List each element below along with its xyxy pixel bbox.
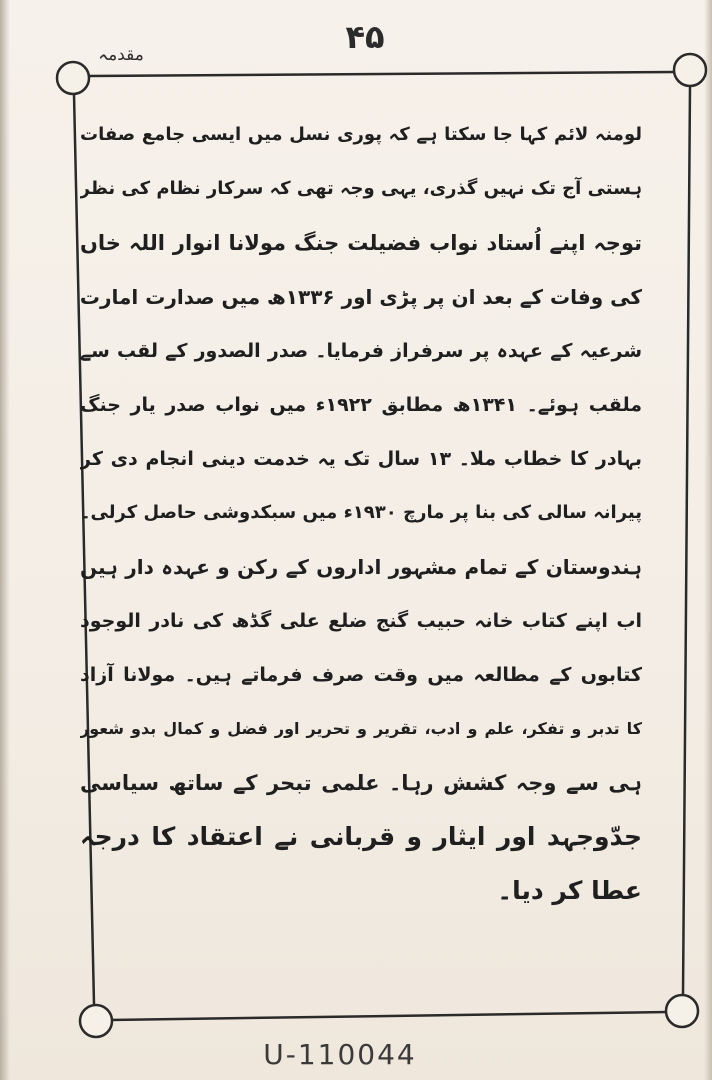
text-line: کی وفات کے بعد ان پر پڑی اور ۱۳۳۶ھ میں صدارت امارت [80,285,642,309]
text-line: پیرانہ سالی کی بنا پر مارچ ۱۹۳۰ء میں سبکدوشی حاصل کرلی۔ [80,502,642,523]
text-line: جدّوجہد اور ایثار و قربانی نے اعتقاد کا درجہ [80,822,642,851]
running-head: مقدمہ [98,45,144,65]
text-line: ہندوستان کے تمام مشہور اداروں کے رکن و عہدہ دار ہیں [80,555,642,579]
frame-corner-top-right [674,54,706,86]
text-line: لومنہ لائم کہا جا سکتا ہے کہ پوری نسل میں ایسی جامع صفات [80,124,642,145]
text-line: کا تدبر و تفکر، علم و ادب، تقریر و تحریر اور فضل و کمال بدو شعور [80,719,642,738]
text-line: توجہ اپنے اُستاد نواب فضیلت جنگ مولانا انوار اللہ خاں [80,231,642,255]
text-line: اب اپنے کتاب خانہ حبیب گنج ضلع علی گڈھ کی نادر الوجود [80,610,642,632]
frame-corner-bottom-right [666,995,698,1027]
text-line: ہستی آج تک نہیں گذری، یہی وجہ تھی کہ سرکار نظام کی نظر [80,178,642,199]
frame-top-line [88,72,676,76]
frame-corner-bottom-left [80,1005,112,1037]
text-line: ہی سے وجہ کشش رہا۔ علمی تبحر کے ساتھ سیاسی [80,771,642,795]
text-line: کتابوں کے مطالعہ میں وقت صرف فرماتے ہیں۔ مولانا آزاد [80,664,642,686]
text-line: عطا کر دیا۔ [497,876,642,905]
catalog-stamp: U-110044 [263,1038,417,1071]
text-line: شرعیہ کے عہدہ پر سرفراز فرمایا۔ صدر الصدور کے لقب سے [80,340,642,362]
text-line: ملقب ہوئے۔ ۱۳۴۱ھ مطابق ۱۹۲۲ء میں نواب صدر یار جنگ [80,394,642,416]
frame-right-line [683,86,690,996]
frame-bottom-line [108,1012,668,1020]
frame-corner-top-left [57,62,89,94]
body-text [80,108,642,988]
page-number: ۴۵ [345,18,385,56]
text-line: بہادر کا خطاب ملا۔ ۱۳ سال تک یہ خدمت دینی انجام دی کر [80,448,642,470]
